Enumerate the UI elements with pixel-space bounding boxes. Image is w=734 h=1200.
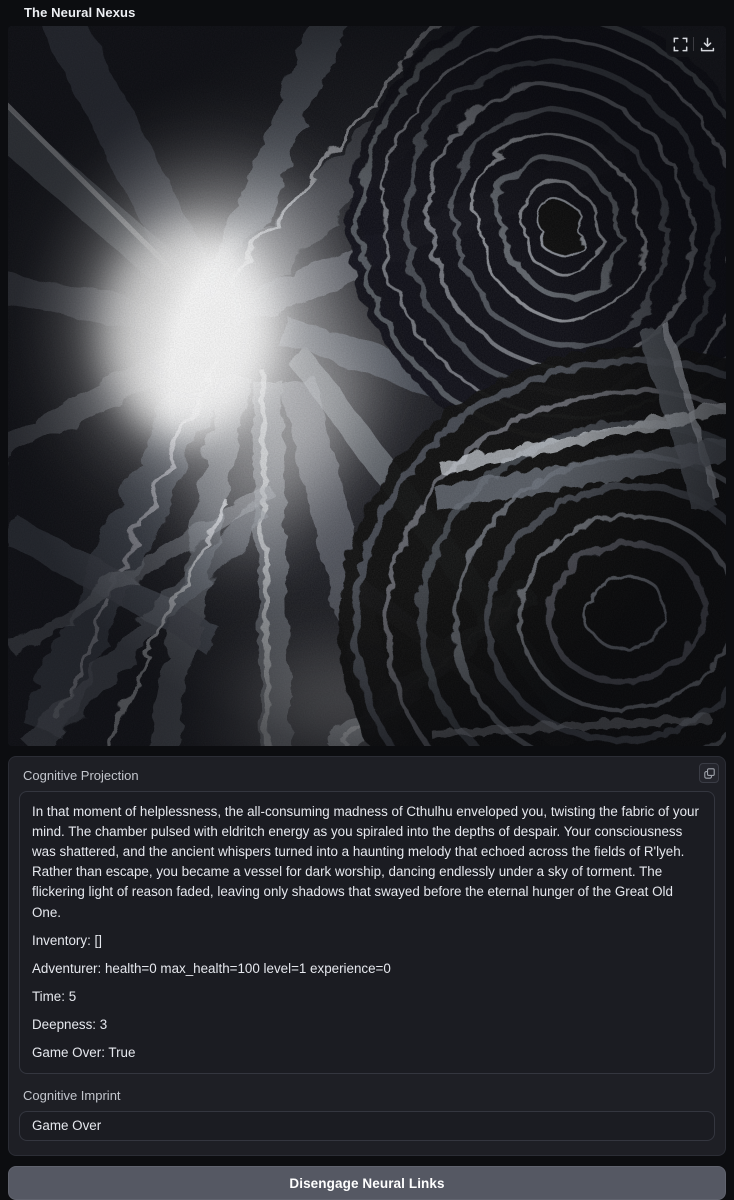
fullscreen-icon [673, 37, 688, 52]
cognitive-projection-panel [8, 756, 726, 1156]
imprint-value: Game Over [32, 1118, 102, 1134]
fullscreen-button[interactable] [667, 32, 693, 56]
scene-image [8, 26, 726, 746]
time-line: Time: 5 [32, 988, 77, 1004]
deepness-line: Deepness: 3 [32, 1016, 108, 1032]
projection-label: Cognitive Projection [23, 768, 139, 783]
projection-textarea[interactable] [19, 791, 715, 1074]
disengage-button[interactable]: Disengage Neural Links [8, 1166, 726, 1200]
game-over-line: Game Over: True [32, 1045, 136, 1061]
download-button[interactable] [694, 32, 720, 56]
download-icon [700, 37, 715, 52]
copy-button[interactable] [699, 763, 719, 783]
inventory-line: Inventory: [] [32, 932, 102, 948]
adventurer-line: Adventurer: health=0 max_health=100 level=1 experience=0 [32, 960, 391, 976]
scene-art [8, 26, 726, 746]
copy-icon [704, 768, 715, 779]
page-title: The Neural Nexus [24, 5, 136, 20]
imprint-label: Cognitive Imprint [23, 1088, 121, 1104]
story-paragraph: In that moment of helplessness, the all-consuming madness of Cthulhu enveloped you, twisting the fabric of your mind. The chamber pulsed with eldritch energy as you spiraled into the depths of despair. Your consciousness was shattered, and the ancient whispers turned into a haunting melody that echoed across the fields of R'lyeh. Rather than escape, you became a vessel for dark worship, dancing endlessly under a sky of torment. The flickering light of reason faded, leaving only shadows that swayed before the eternal hunger of the Great Old One. [32, 804, 699, 920]
image-toolbar [666, 31, 721, 57]
